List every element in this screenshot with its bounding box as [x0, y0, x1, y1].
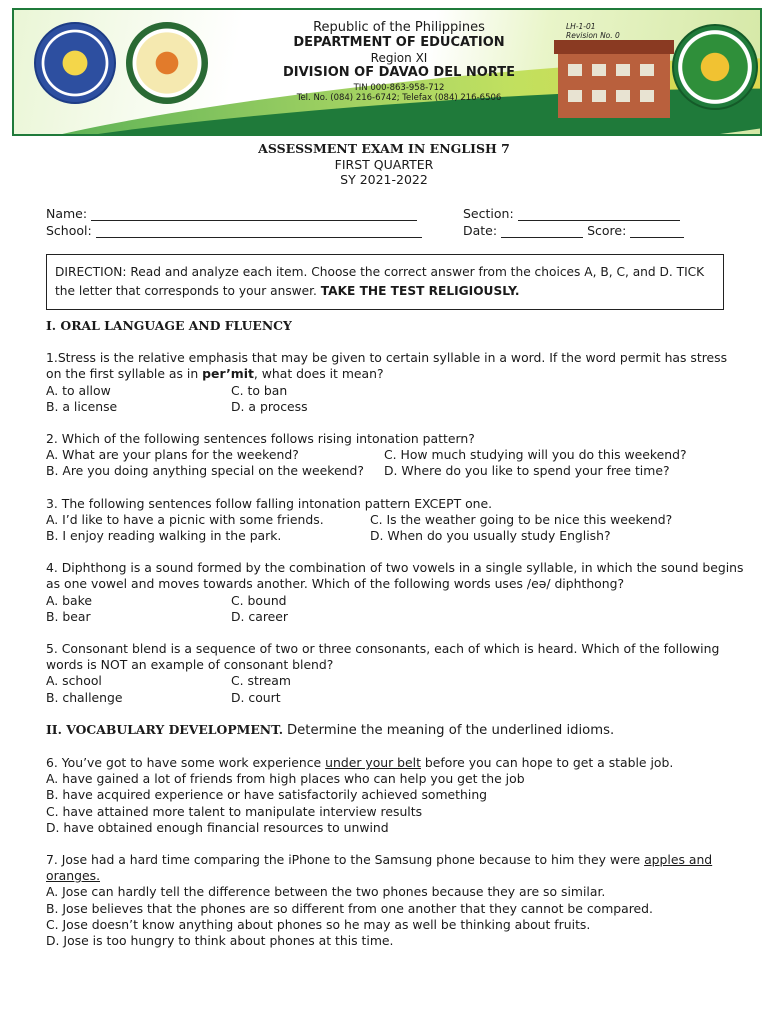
- choice-c[interactable]: C. Is the weather going to be nice this weekend?: [370, 511, 673, 527]
- question-1: [46, 350, 746, 415]
- date-score-field[interactable]: [463, 223, 684, 238]
- exam-school-year: SY 2021-2022: [340, 172, 428, 188]
- question-stem: 5. Consonant blend is a sequence of two or three consonants, each of which is heard. Which of the following words is NOT an example of consonant blend?: [46, 641, 720, 673]
- stem-text: 7. Jose had a hard time comparing the iPhone to the Samsung phone because to him they were: [46, 852, 641, 868]
- direction-text: DIRECTION: Read and analyze each item. Choose the correct answer from the choices A, B, C, and D. TICK the letter that corresponds to your answer.: [55, 265, 705, 298]
- question-stem: 2. Which of the following sentences follows rising intonation pattern?: [46, 431, 475, 447]
- section-line[interactable]: [518, 207, 680, 221]
- section-field[interactable]: [463, 206, 680, 221]
- choice-c[interactable]: C. have attained more talent to manipulate interview results: [46, 803, 423, 819]
- question-6: [46, 755, 746, 836]
- choice-c[interactable]: C. How much studying will you do this weekend?: [384, 447, 687, 463]
- question-stem: [46, 852, 746, 884]
- exam-title-block: [0, 141, 768, 188]
- date-label: Date:: [463, 223, 498, 238]
- school-building-image: [554, 40, 674, 118]
- direction-box: [46, 254, 724, 310]
- section-label: Section:: [463, 206, 514, 221]
- school-label: School:: [46, 223, 92, 238]
- choice-b[interactable]: B. I enjoy reading walking in the park.: [46, 528, 282, 544]
- region-label: Region XI: [370, 50, 428, 65]
- choice-b[interactable]: B. challenge: [46, 689, 123, 705]
- name-line[interactable]: [91, 207, 417, 221]
- choice-a[interactable]: A. I’d like to have a picnic with some friends.: [46, 511, 324, 527]
- direction-emphasis: TAKE THE TEST RELIGIOUSLY.: [320, 283, 520, 298]
- section-title-oral: I. ORAL LANGUAGE AND FLUENCY: [46, 318, 292, 333]
- stem-keyword: per’mit: [202, 366, 254, 382]
- choice-c[interactable]: C. bound: [231, 592, 287, 608]
- stem-text: 1.Stress is the relative emphasis that may be given to certain syllable in a word. If the word permit has stress on the first syllable as in: [46, 350, 728, 382]
- choice-d[interactable]: D. have obtained enough financial resources to unwind: [46, 819, 389, 835]
- section-vocabulary-header: [46, 722, 746, 739]
- score-label: Score:: [587, 223, 627, 238]
- choice-b[interactable]: B. a license: [46, 398, 118, 414]
- choice-d[interactable]: D. career: [231, 608, 288, 624]
- choice-b[interactable]: B. Jose believes that the phones are so different from one another that they cannot be compared.: [46, 900, 653, 916]
- division-label: DIVISION OF DAVAO DEL NORTE: [282, 64, 515, 80]
- school-field[interactable]: [46, 223, 422, 238]
- question-stem: [46, 350, 746, 382]
- question-stem: 4. Diphthong is a sound formed by the combination of two vowels in a single syllable, in which the sound begins as one vowel and moves towards another. Which of the following words uses /eə/ diphthong?: [46, 560, 744, 592]
- choice-a[interactable]: A. bake: [46, 592, 92, 608]
- school-line[interactable]: [96, 224, 422, 238]
- stem-text: 6. You’ve got to have some work experience: [46, 755, 322, 771]
- question-7: [46, 852, 746, 949]
- underlined-idiom: under your belt: [325, 755, 421, 771]
- header-banner: [12, 8, 762, 136]
- tin-label: TIN 000-863-958-712: [353, 83, 445, 94]
- stem-text-end: before you can hope to get a stable job.: [424, 755, 674, 771]
- region-seal-logo: [126, 22, 208, 104]
- choice-c[interactable]: C. to ban: [231, 382, 288, 398]
- underlined-idiom: apples and oranges.: [46, 852, 713, 884]
- score-line[interactable]: [630, 224, 684, 238]
- doc-revision: Revision No. 0: [566, 31, 620, 41]
- choice-a[interactable]: A. to allow: [46, 382, 111, 398]
- choice-a[interactable]: A. have gained a lot of friends from high places who can help you get the job: [46, 771, 525, 787]
- exam-quarter: FIRST QUARTER: [334, 156, 434, 172]
- name-field[interactable]: [46, 206, 417, 221]
- question-4: [46, 560, 746, 625]
- choice-a[interactable]: A. school: [46, 673, 102, 689]
- choice-d[interactable]: D. a process: [231, 398, 308, 414]
- header-text: [234, 20, 564, 103]
- question-stem: [46, 755, 746, 771]
- telephone-label: Tel. No. (084) 216-6742; Telefax (084) 216-6506: [296, 93, 502, 104]
- question-stem: 3. The following sentences follow falling intonation pattern EXCEPT one.: [46, 495, 493, 511]
- question-2: [46, 431, 746, 480]
- section-title-vocabulary: II. VOCABULARY DEVELOPMENT.: [46, 721, 284, 737]
- exam-title: ASSESSMENT EXAM IN ENGLISH 7: [258, 141, 510, 156]
- exam-content: [46, 318, 746, 949]
- choice-c[interactable]: C. Jose doesn’t know anything about phones so he may as well be thinking about fruits.: [46, 916, 591, 932]
- choice-a[interactable]: A. What are your plans for the weekend?: [46, 447, 299, 463]
- choice-b[interactable]: B. have acquired experience or have satisfactorily achieved something: [46, 787, 488, 803]
- question-3: [46, 496, 746, 545]
- section-description: Determine the meaning of the underlined idioms.: [287, 722, 615, 738]
- date-line[interactable]: [501, 224, 583, 238]
- name-label: Name:: [46, 206, 88, 221]
- deped-seal-logo: [34, 22, 116, 104]
- division-seal-logo: [672, 24, 758, 110]
- choice-b[interactable]: B. Are you doing anything special on the weekend?: [46, 463, 364, 479]
- doc-code-number: LH-1-01: [566, 22, 596, 31]
- choice-d[interactable]: D. Jose is too hungry to think about phones at this time.: [46, 933, 394, 949]
- choice-d[interactable]: D. When do you usually study English?: [370, 528, 611, 544]
- stem-text-end: , what does it mean?: [253, 366, 384, 382]
- department-label: DEPARTMENT OF EDUCATION: [293, 35, 505, 51]
- choice-a[interactable]: A. Jose can hardly tell the difference between the two phones because they are so similar.: [46, 884, 606, 900]
- choice-b[interactable]: B. bear: [46, 608, 91, 624]
- republic-label: Republic of the Philippines: [313, 20, 485, 35]
- choice-d[interactable]: D. court: [231, 689, 281, 705]
- choice-c[interactable]: C. stream: [231, 673, 291, 689]
- question-5: [46, 641, 746, 706]
- choice-d[interactable]: D. Where do you like to spend your free time?: [384, 463, 670, 479]
